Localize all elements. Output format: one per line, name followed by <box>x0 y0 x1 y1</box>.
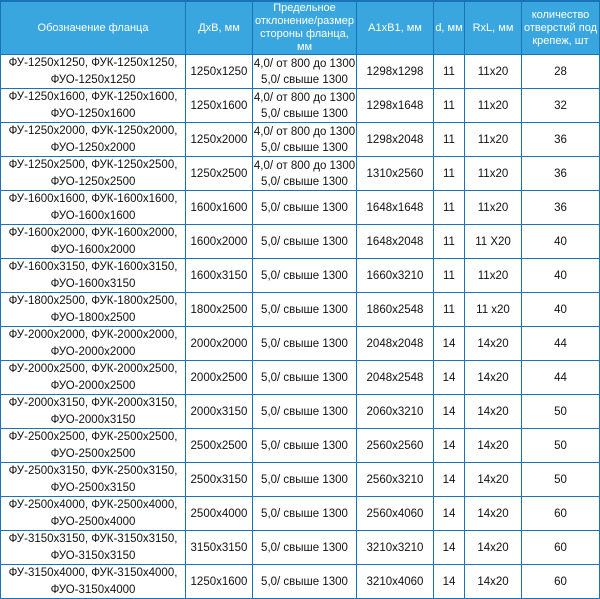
cell-a1b1: 2560х2560 <box>357 429 434 463</box>
cell-rxl: 14х20 <box>465 531 522 565</box>
designation-line-1: ФУ-2000х2000, ФУК-2000х2000, <box>8 329 178 342</box>
cell-dxb: 1250х1600 <box>186 565 253 599</box>
cell-a1b1: 1648х1648 <box>357 191 434 225</box>
cell-rxl: 14х20 <box>465 463 522 497</box>
cell-d: 14 <box>434 497 465 531</box>
cell-deviation: 5,0/ свыше 1300 <box>253 531 357 565</box>
deviation-line-1: 4,0/ от 800 до 1300 <box>253 91 356 104</box>
cell-rxl: 11х20 <box>465 89 522 123</box>
cell-deviation: 5,0/ свыше 1300 <box>253 395 357 429</box>
cell-hole-count: 60 <box>522 497 600 531</box>
cell-dxb: 2000х2000 <box>186 327 253 361</box>
designation-line-2: ФУО-2000х2500 <box>50 379 136 392</box>
cell-a1b1: 1860х2548 <box>357 293 434 327</box>
cell-designation <box>1 327 186 361</box>
cell-deviation: 5,0/ свыше 1300 <box>253 429 357 463</box>
cell-deviation: 5,0/ свыше 1300 <box>253 327 357 361</box>
designation-line-1: ФУ-1600х1600, ФУК-1600х1600, <box>8 193 178 206</box>
designation-line-2: ФУО-2500х4000 <box>50 515 136 528</box>
deviation-line-2: 5,0/ свыше 1300 <box>261 175 348 188</box>
cell-hole-count: 36 <box>522 157 600 191</box>
designation-line-2: ФУО-1600х3150 <box>50 277 136 290</box>
cell-d: 11 <box>434 157 465 191</box>
deviation-line-1: 4,0/ от 800 до 1300 <box>253 57 356 70</box>
deviation-line-2: 5,0/ свыше 1300 <box>261 73 348 86</box>
table-row <box>1 55 600 89</box>
table-row <box>1 191 600 225</box>
header-dxb: ДхВ, мм <box>186 1 253 55</box>
cell-d: 11 <box>434 89 465 123</box>
cell-d: 14 <box>434 565 465 599</box>
designation-line-2: ФУО-3150х3150 <box>50 549 136 562</box>
designation-line-1: ФУ-2000х3150, ФУК-2000х3150, <box>8 397 178 410</box>
designation-line-1: ФУ-3150х4000, ФУК-3150х4000, <box>8 567 178 580</box>
table-row <box>1 463 600 497</box>
designation-line-1: ФУ-1800х2500, ФУК-1800х2500, <box>8 295 178 308</box>
designation-line-1: ФУ-3150х3150, ФУК-3150х3150, <box>8 533 178 546</box>
cell-designation <box>1 157 186 191</box>
table-row <box>1 123 600 157</box>
table-row <box>1 429 600 463</box>
cell-deviation <box>253 123 357 157</box>
cell-a1b1: 1298х1298 <box>357 55 434 89</box>
cell-hole-count: 32 <box>522 89 600 123</box>
cell-designation <box>1 55 186 89</box>
cell-hole-count: 60 <box>522 565 600 599</box>
cell-deviation <box>253 55 357 89</box>
cell-a1b1: 2560х4060 <box>357 497 434 531</box>
cell-deviation: 5,0/ свыше 1300 <box>253 293 357 327</box>
cell-deviation: 5,0/ свыше 1300 <box>253 361 357 395</box>
cell-d: 11 <box>434 191 465 225</box>
cell-deviation: 5,0/ свыше 1300 <box>253 565 357 599</box>
cell-designation <box>1 395 186 429</box>
table-row <box>1 395 600 429</box>
cell-designation <box>1 531 186 565</box>
designation-line-1: ФУ-1600х3150, ФУК-1600х3150, <box>8 261 178 274</box>
cell-rxl: 14х20 <box>465 565 522 599</box>
cell-d: 14 <box>434 429 465 463</box>
cell-designation <box>1 497 186 531</box>
cell-rxl: 11х20 <box>465 55 522 89</box>
cell-dxb: 1600х2000 <box>186 225 253 259</box>
cell-designation <box>1 259 186 293</box>
designation-line-2: ФУО-2500х2500 <box>50 447 136 460</box>
header-a1b1: A1xB1, мм <box>357 1 434 55</box>
table-row <box>1 293 600 327</box>
table-row <box>1 89 600 123</box>
cell-rxl: 14х20 <box>465 361 522 395</box>
cell-hole-count: 36 <box>522 123 600 157</box>
deviation-line-1: 4,0/ от 800 до 1300 <box>253 159 356 172</box>
header-deviation: Предельное отклонение/размер стороны фланца, мм <box>253 1 357 55</box>
designation-line-2: ФУО-1250х1600 <box>50 107 136 120</box>
designation-line-2: ФУО-1600х2000 <box>50 243 136 256</box>
cell-dxb: 1250х2500 <box>186 157 253 191</box>
designation-line-2: ФУО-2000х3150 <box>50 413 136 426</box>
cell-hole-count: 50 <box>522 429 600 463</box>
cell-d: 11 <box>434 123 465 157</box>
cell-a1b1: 2048х2548 <box>357 361 434 395</box>
designation-line-1: ФУ-1250х1600, ФУК-1250х1600, <box>8 91 178 104</box>
designation-line-2: ФУО-2500х3150 <box>50 481 136 494</box>
table-row <box>1 225 600 259</box>
cell-rxl: 11х20 <box>465 123 522 157</box>
cell-d: 11 <box>434 225 465 259</box>
cell-designation <box>1 123 186 157</box>
cell-a1b1: 1298х1648 <box>357 89 434 123</box>
cell-rxl: 14х20 <box>465 327 522 361</box>
cell-deviation: 5,0/ свыше 1300 <box>253 463 357 497</box>
cell-rxl: 11х20 <box>465 191 522 225</box>
cell-designation <box>1 191 186 225</box>
cell-d: 14 <box>434 395 465 429</box>
cell-dxb: 2500х2500 <box>186 429 253 463</box>
cell-hole-count: 44 <box>522 327 600 361</box>
cell-dxb: 2500х3150 <box>186 463 253 497</box>
designation-line-1: ФУ-1250х1250, ФУК-1250х1250, <box>8 57 178 70</box>
cell-a1b1: 1648х2048 <box>357 225 434 259</box>
cell-rxl: 11х20 <box>465 157 522 191</box>
cell-deviation: 5,0/ свыше 1300 <box>253 225 357 259</box>
cell-deviation <box>253 157 357 191</box>
designation-line-1: ФУ-2500х2500, ФУК-2500х2500, <box>8 431 178 444</box>
cell-hole-count: 36 <box>522 191 600 225</box>
cell-deviation: 5,0/ свыше 1300 <box>253 497 357 531</box>
table-row <box>1 157 600 191</box>
cell-dxb: 1250х1600 <box>186 89 253 123</box>
deviation-line-2: 5,0/ свыше 1300 <box>261 107 348 120</box>
table-row <box>1 259 600 293</box>
cell-rxl: 11 х20 <box>465 293 522 327</box>
cell-rxl: 11х20 <box>465 259 522 293</box>
cell-designation <box>1 89 186 123</box>
cell-deviation <box>253 89 357 123</box>
cell-designation <box>1 463 186 497</box>
cell-hole-count: 50 <box>522 395 600 429</box>
cell-a1b1: 1310х2560 <box>357 157 434 191</box>
cell-hole-count: 50 <box>522 463 600 497</box>
cell-hole-count: 40 <box>522 225 600 259</box>
designation-line-1: ФУ-1250х2000, ФУК-1250х2000, <box>8 125 178 138</box>
header-d: d, мм <box>434 1 465 55</box>
cell-designation <box>1 293 186 327</box>
table-row <box>1 565 600 599</box>
cell-hole-count: 44 <box>522 361 600 395</box>
cell-hole-count: 60 <box>522 531 600 565</box>
cell-rxl: 14х20 <box>465 429 522 463</box>
cell-a1b1: 1298х2048 <box>357 123 434 157</box>
cell-rxl: 14х20 <box>465 497 522 531</box>
cell-d: 14 <box>434 361 465 395</box>
cell-a1b1: 1660х3210 <box>357 259 434 293</box>
designation-line-1: ФУ-2500х4000, ФУК-2500х4000, <box>8 499 178 512</box>
cell-a1b1: 2560х3210 <box>357 463 434 497</box>
designation-line-1: ФУ-2500х3150, ФУК-2500х3150, <box>8 465 178 478</box>
cell-a1b1: 3210х4060 <box>357 565 434 599</box>
cell-hole-count: 40 <box>522 259 600 293</box>
cell-d: 14 <box>434 531 465 565</box>
header-hole-count: количество отверстий под крепеж, шт <box>522 1 600 55</box>
designation-line-2: ФУО-3150х4000 <box>50 583 136 596</box>
cell-a1b1: 2048х2048 <box>357 327 434 361</box>
cell-designation <box>1 225 186 259</box>
cell-dxb: 1600х1600 <box>186 191 253 225</box>
cell-hole-count: 40 <box>522 293 600 327</box>
designation-line-2: ФУО-1250х2500 <box>50 175 136 188</box>
cell-dxb: 1800х2500 <box>186 293 253 327</box>
cell-dxb: 1250х2000 <box>186 123 253 157</box>
cell-a1b1: 2060х3210 <box>357 395 434 429</box>
designation-line-2: ФУО-1250х2000 <box>50 141 136 154</box>
cell-d: 11 <box>434 55 465 89</box>
cell-designation <box>1 565 186 599</box>
cell-a1b1: 3210х3210 <box>357 531 434 565</box>
cell-d: 14 <box>434 327 465 361</box>
cell-dxb: 3150х3150 <box>186 531 253 565</box>
header-flange-designation: Обозначение фланца <box>1 1 186 55</box>
table-row <box>1 327 600 361</box>
designation-line-2: ФУО-1600х1600 <box>50 209 136 222</box>
designation-line-1: ФУ-1250х2500, ФУК-1250х2500, <box>8 159 178 172</box>
cell-dxb: 1600х3150 <box>186 259 253 293</box>
designation-line-2: ФУО-2000х2000 <box>50 345 136 358</box>
cell-rxl: 11 Х20 <box>465 225 522 259</box>
cell-dxb: 2000х3150 <box>186 395 253 429</box>
deviation-line-2: 5,0/ свыше 1300 <box>261 141 348 154</box>
designation-line-1: ФУ-2000х2500, ФУК-2000х2500, <box>8 363 178 376</box>
cell-designation <box>1 429 186 463</box>
cell-designation <box>1 361 186 395</box>
cell-dxb: 1250х1250 <box>186 55 253 89</box>
cell-rxl: 14х20 <box>465 395 522 429</box>
deviation-line-1: 4,0/ от 800 до 1300 <box>253 125 356 138</box>
cell-hole-count: 28 <box>522 55 600 89</box>
cell-dxb: 2500х4000 <box>186 497 253 531</box>
cell-d: 14 <box>434 463 465 497</box>
cell-deviation: 5,0/ свыше 1300 <box>253 259 357 293</box>
designation-line-2: ФУО-1250х1250 <box>50 73 136 86</box>
table-row <box>1 531 600 565</box>
cell-dxb: 2000х2500 <box>186 361 253 395</box>
header-row <box>1 1 600 55</box>
header-rxl: RxL, мм <box>465 1 522 55</box>
cell-deviation: 5,0/ свыше 1300 <box>253 191 357 225</box>
cell-d: 11 <box>434 293 465 327</box>
designation-line-1: ФУ-1600х2000, ФУК-1600х2000, <box>8 227 178 240</box>
table-row <box>1 497 600 531</box>
designation-line-2: ФУО-1800х2500 <box>50 311 136 324</box>
table-row <box>1 361 600 395</box>
cell-d: 11 <box>434 259 465 293</box>
